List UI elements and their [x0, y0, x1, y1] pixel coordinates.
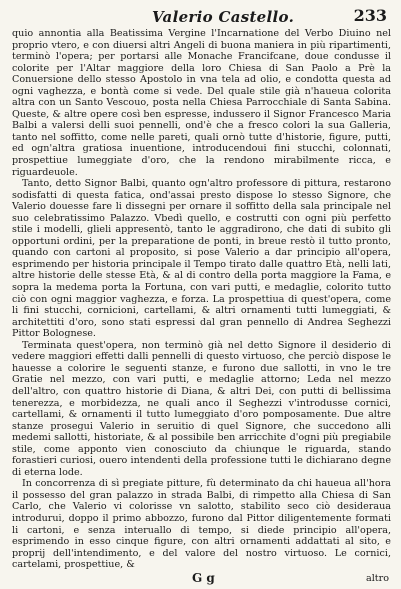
paragraph-4: In concorrenza di sì pregiate pitture, fù determinato da chi haueua all'hora il possesso del gran palazzo in strada Balbi, di rimpetto alla Chiesa di San Carlo, che Valerio vi colorisse vn salotto, stabilito seco ciò desideraua introdurui, doppo il primo abbozzo, furono dal Pittor diligentemente formati li cartoni, e senza interuallo di tempo, si diede principio all'opera, esprimendo in esso cinque figure, con altri ornamenti addattati al sito, e proprij dell'intendimento, e del valore del nostro virtuoso. Le cornici, cartelami, prospettiue, &: [12, 478, 391, 571]
page-body: [12, 28, 391, 571]
paragraph-1: quio annontia alla Beatissima Vergine l'Incarnatione del Verbo Diuino nel proprio vtero, e con diuersi altri Angeli di buona maniera in più ripartimenti, terminò l'opera; per portarsi alle Monache Francifcane, doue condusse il colorite per l'Altar maggiore della loro Chiesa di San Paolo a Prè la Conuersione dello stesso Apostolo in vna tela ad olio, e condotta questa ad ogni vaghezza, e bontà come si vede. Del quale stile già n'haueua colorita altra con un Santo Vescouo, posta nella Chiesa Parrocchiale di Santa Sabina. Queste, & altre opere così ben espresse, indussero il Signor Francesco Maria Balbi a valersi delli suoi pennelli, ond'è che a fresco colori la sua Galleria, tanto nel soffitto, come nelle pareti, quali ornò tutte d'historie, figure, putti, ed ogn'altra gratiosa inuentione, introducendoui fini stucchi, colonnati, prospettiue lumeggiate d'oro, che la rendono mirabilmente ricca, e riguardeuole.: [12, 28, 391, 178]
page-number: 233: [353, 6, 387, 25]
running-title: Valerio Castello.: [152, 8, 295, 26]
catchword: altro: [365, 573, 389, 584]
signature-mark: G g: [192, 571, 215, 585]
paragraph-3: Terminata quest'opera, non terminò già nel detto Signore il desiderio di vedere maggiori effetti dalli pennelli di questo virtuoso, che perciò dispose le hauesse a colorire le seguenti stanze, e furono due sallotti, in vno le tre Gratie nel mezzo, con vari putti, e medaglie attorno; Leda nel mezzo dell'altro, con quattro historie di Diana, & altri Dei, con putti di bellissima tenerezza, e morbidezza, ne quali anco il Seghezzi v'introdusse cornici, cartellami, & ornamenti il tutto lumeggiato d'oro pomposamente. Due altre stanze prosegui Valerio in seruitio di quel Signore, che succedono alli medemi sallotti, historiate, & al possibile ben arricchite d'ogni più pregiabile stile, come apponto vien conosciuto da chiunque le riguarda, stando forastieri curiosi, ouero intendenti della professione tutti le dichiarano degne di eterna lode.: [12, 339, 391, 478]
paragraph-2: Tanto, detto Signor Balbi, quanto ogn'altro professore di pittura, restarono sodisfatti di questa fatica, ond'assai presto dispose lo stesso Signore, che Valerio douesse fare li dissegni per ornare il soffitto della sala principale nel suo celebratissimo Palazzo. Vbedì quello, e costrutti con ogni più perfetto stile i modelli, glieli appresentò, tanto le aggradirono, che dati di subito gli opportuni ordini, per la preparatione de ponti, in breue restò il tutto pronto, quando con cartoni al proposito, si pose Valerio a dar principio all'opera, esprimendo per historia principale il Tempo tirato dalle quattro Età, nelli lati, altre historie delle stesse Età, & al di contro della porta maggiore la Fama, e sopra la medema porta la Fortuna, con vari putti, e medaglie, colorito tutto ciò con ogni maggior vaghezza, e forza. La prospettiua di quest'opera, come li fini stucchi, cornicioni, cartellami, & altri ornamenti tutti lumeggiati, & architettiti d'oro, sono stati espressi dal gran pennello di Andrea Seghezzi Pittor Bolognese.: [12, 178, 391, 340]
running-header: [12, 6, 391, 28]
page-footer: [0, 571, 401, 587]
